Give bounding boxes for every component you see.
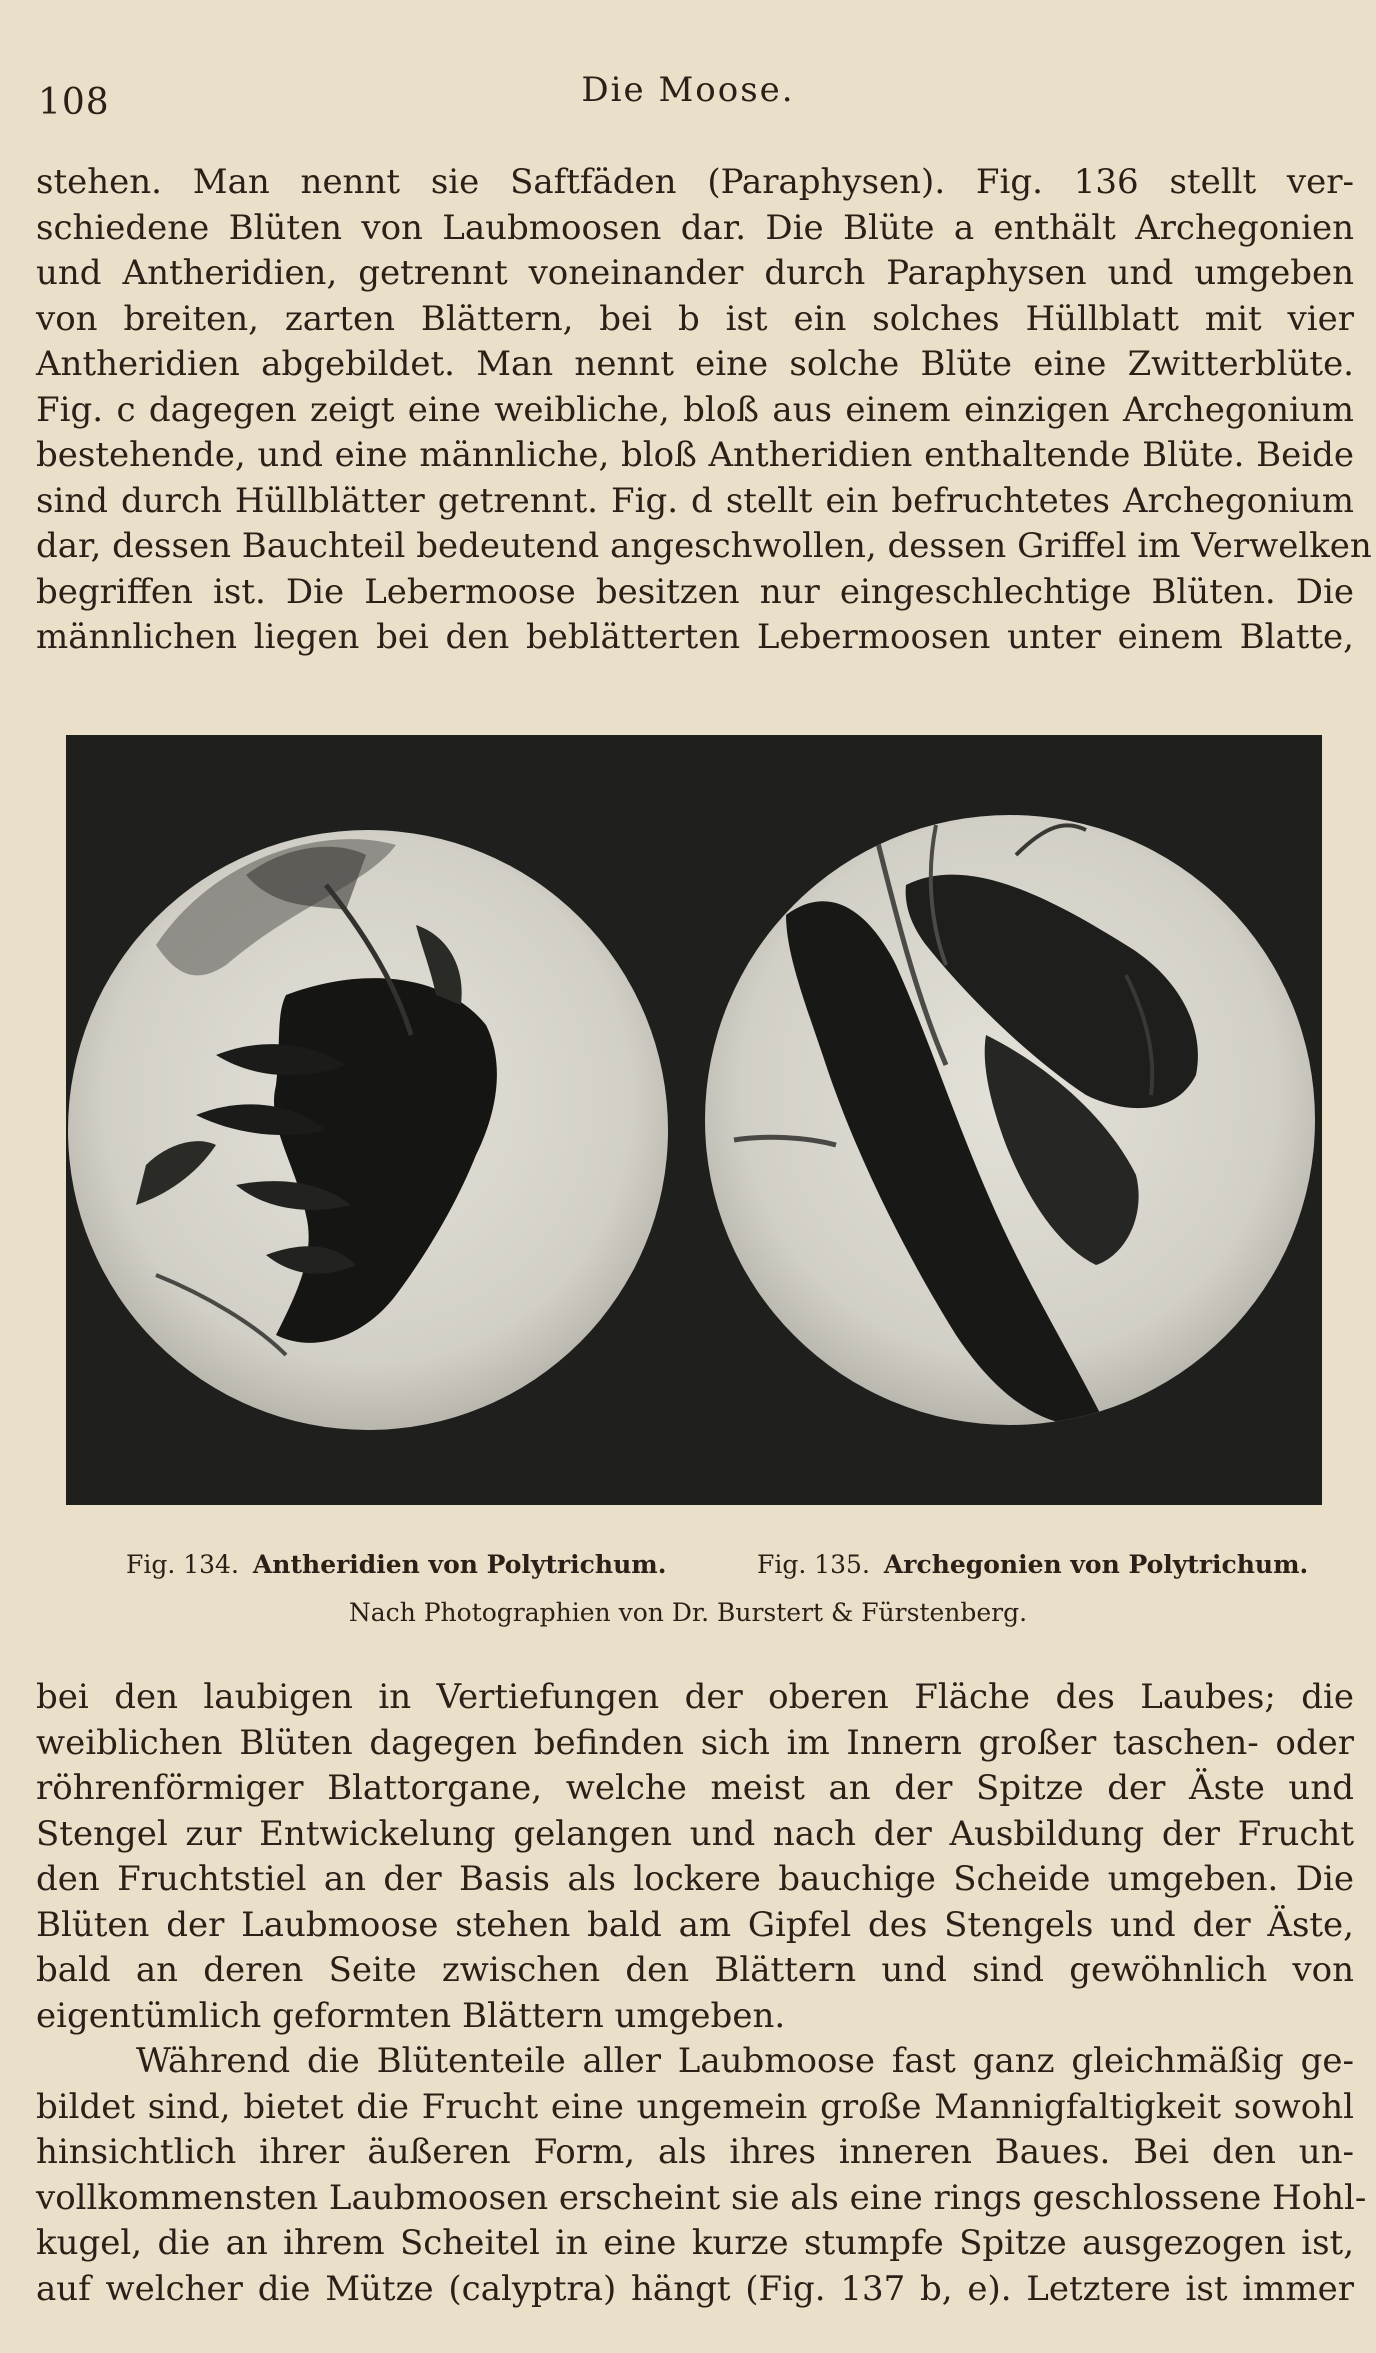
text-line: Fig. c dagegen zeigt eine weibliche, bloß aus einem einzigen Archegonium — [36, 389, 1354, 430]
text-line: von breiten, zarten Blättern, bei b ist ein solches Hüllblatt mit vier — [36, 298, 1354, 339]
antheridia-photo — [68, 830, 668, 1430]
text-line: den Fruchtstiel an der Basis als lockere bauchige Scheide umgeben. Die — [36, 1859, 1354, 1899]
text-line: weiblichen Blüten dagegen befinden sich im Innern großer taschen- oder — [36, 1722, 1354, 1763]
figure-caption-135 — [757, 1550, 1308, 1579]
figure-caption-134 — [126, 1550, 666, 1579]
caption-title: Antheridien von Polytrichum. — [252, 1550, 667, 1579]
paragraph-top — [36, 160, 1372, 661]
photo-credit: Nach Photographien von Dr. Burstert & Fürstenberg. — [348, 1598, 1028, 1627]
text-line: sind durch Hüllblätter getrennt. Fig. d stellt ein befruchtetes Archegonium — [36, 480, 1354, 521]
text-line: bildet sind, bietet die Frucht eine ungemein große Mannigfaltigkeit sowohl — [36, 2086, 1354, 2127]
text-line: bald an deren Seite zwischen den Blättern und sind gewöhnlich von — [36, 1950, 1354, 1990]
text-line: Blüten der Laubmoose stehen bald am Gipfel des Stengels und der Äste, — [36, 1904, 1354, 1945]
figure-plate-photographs — [66, 735, 1322, 1505]
running-title: Die Moose. — [581, 70, 795, 110]
text-line: hinsichtlich ihrer äußeren Form, als ihres inneren Baues. Bei den un- — [36, 2132, 1354, 2172]
text-line: Während die Blütenteile aller Laubmoose fast ganz gleichmäßig ge- — [136, 2041, 1354, 2081]
text-line: männlichen liegen bei den beblätterten Lebermoosen unter einem Blatte, — [36, 617, 1354, 657]
text-line: eigentümlich geformten Blättern umgeben. — [36, 1995, 786, 2036]
text-line: Antheridien abgebildet. Man nennt eine solche Blüte eine Zwitterblüte. — [36, 344, 1354, 384]
text-line: bei den laubigen in Vertiefungen der oberen Fläche des Laubes; die — [36, 1677, 1354, 1717]
text-line: begriffen ist. Die Lebermoose besitzen nur eingeschlechtige Blüten. Die — [36, 571, 1354, 612]
text-line: und Antheridien, getrennt voneinander durch Paraphysen und umgeben — [36, 253, 1354, 293]
text-line: stehen. Man nennt sie Saftfäden (Paraphysen). Fig. 136 stellt ver- — [36, 162, 1354, 202]
caption-title: Archegonien von Polytrichum. — [883, 1550, 1309, 1579]
text-line: kugel, die an ihrem Scheitel in eine kurze stumpfe Spitze ausgezogen ist, — [36, 2223, 1354, 2263]
paragraph-bottom — [36, 1675, 1367, 2312]
page-number: 108 — [38, 82, 110, 123]
caption-label: Fig. 135. — [757, 1550, 870, 1579]
caption-label: Fig. 134. — [126, 1550, 239, 1579]
text-line: vollkommensten Laubmoosen erscheint sie als eine rings geschlossene Hohl- — [36, 2177, 1367, 2218]
text-line: Stengel zur Entwickelung gelangen und nach der Ausbildung der Frucht — [36, 1813, 1354, 1854]
text-line: dar, dessen Bauchteil bedeutend angeschwollen, dessen Griffel im Verwelken — [36, 526, 1372, 566]
archegonia-photo — [705, 815, 1315, 1427]
text-line: auf welcher die Mütze (calyptra) hängt (Fig. 137 b, e). Letztere ist immer — [36, 2268, 1354, 2309]
text-line: bestehende, und eine männliche, bloß Antheridien enthaltende Blüte. Beide — [36, 435, 1354, 475]
text-line: röhrenförmiger Blattorgane, welche meist an der Spitze der Äste und — [36, 1768, 1354, 1808]
text-line: schiedene Blüten von Laubmoosen dar. Die Blüte a enthält Archegonien — [36, 207, 1354, 248]
